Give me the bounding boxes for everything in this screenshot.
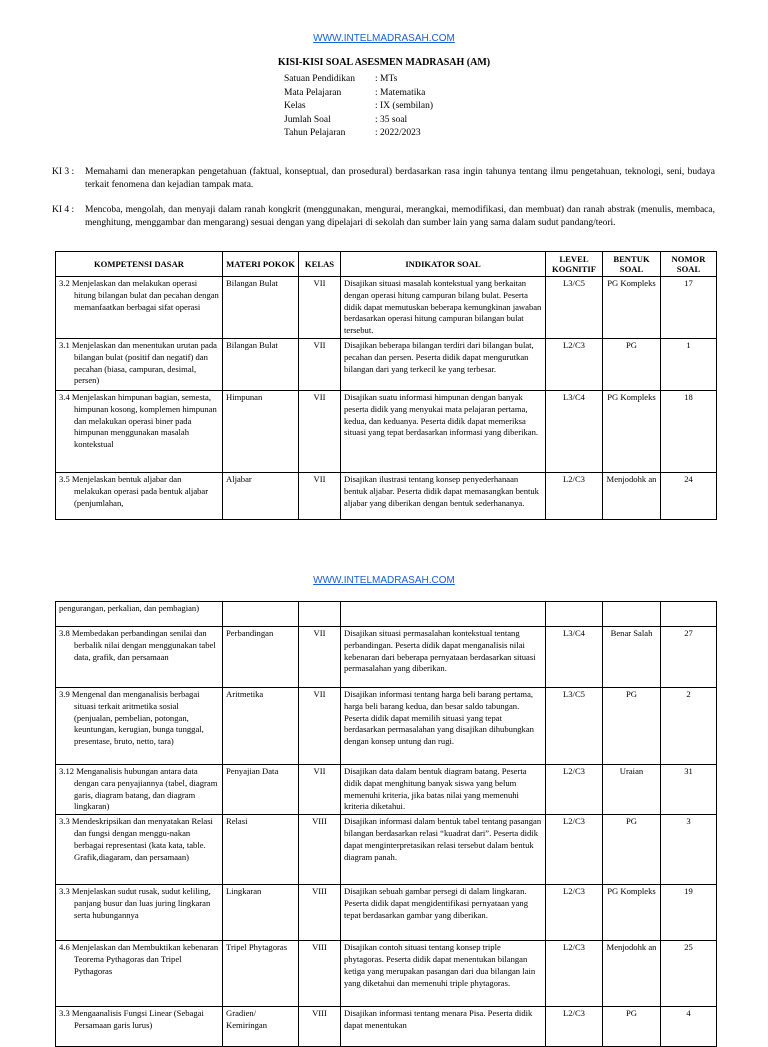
kelas-cell: VIII bbox=[299, 815, 341, 885]
materi-pokok-cell: Himpunan bbox=[223, 390, 299, 472]
materi-pokok-cell: Gradien/ Kemiringan bbox=[223, 1007, 299, 1047]
indikator-soal-cell: Disajikan informasi tentang menara Pisa. Peserta didik dapat menentukan bbox=[341, 1007, 546, 1047]
table-row bbox=[56, 885, 717, 941]
kelas-cell: VIII bbox=[299, 885, 341, 941]
level-kognitif-cell: L2/C3 bbox=[546, 472, 603, 519]
identity-label: Jumlah Soal bbox=[284, 114, 331, 125]
header-url-page-1[interactable]: WWW.INTELMADRASAH.COM bbox=[313, 33, 455, 44]
kelas-cell: VII bbox=[299, 390, 341, 472]
nomor-soal-cell: 3 bbox=[661, 815, 717, 885]
level-kognitif-cell: L2/C3 bbox=[546, 765, 603, 815]
nomor-soal-cell: 17 bbox=[661, 277, 717, 339]
table-row bbox=[56, 765, 717, 815]
ki4-paragraph bbox=[52, 204, 715, 230]
kelas-cell: VII bbox=[299, 472, 341, 519]
kelas-cell: VII bbox=[299, 688, 341, 765]
level-kognitif-cell: L2/C3 bbox=[546, 1007, 603, 1047]
identity-label: Satuan Pendidikan bbox=[284, 74, 355, 84]
kompetensi-dasar-cell: 4.6 Menjelaskan dan Membuktikan kebenaran Teorema Pythagoras dan Tripel Pythagoras bbox=[56, 941, 223, 1007]
materi-pokok-cell: Penyajian Data bbox=[223, 765, 299, 815]
bentuk-soal-cell: PG bbox=[603, 688, 661, 765]
identity-value: : MTs bbox=[375, 74, 398, 84]
kelas-cell: VII bbox=[299, 277, 341, 339]
column-header: MATERI POKOK bbox=[223, 252, 299, 277]
materi-pokok-cell: Tripel Phytagoras bbox=[223, 941, 299, 1007]
kompetensi-dasar-cell: 3.1 Menjelaskan dan menentukan urutan pada bilangan bulat (positif dan negatif) dan pecahan (biasa, campuran, desimal, persen) bbox=[56, 338, 223, 390]
level-kognitif-cell: L3/C5 bbox=[546, 277, 603, 339]
kelas-cell bbox=[299, 602, 341, 627]
document-title: KISI-KISI SOAL ASESMEN MADRASAH (AM) bbox=[277, 57, 491, 68]
bentuk-soal-cell: Menjodohk an bbox=[603, 472, 661, 519]
ki4-text: Mencoba, mengolah, dan menyaji dalam ranah kongkrit (menggunakan, mengurai, merangkai, memodifikasi, dan membuat) dan ranah abstrak (menulis, membaca, menghitung, menggambar dan mengarang) sesuai dengan yang dipelajari di sekolah dan sumber lain yang sama dalam sudut pandang/teori. bbox=[85, 205, 715, 229]
table-row bbox=[56, 390, 717, 472]
level-kognitif-cell bbox=[546, 602, 603, 627]
nomor-soal-cell: 4 bbox=[661, 1007, 717, 1047]
indikator-soal-cell: Disajikan ilustrasi tentang konsep penyederhanaan bentuk aljabar. Peserta didik dapat memasangkan bentuk aljabar yang diberikan dengan bentuk sederhananya. bbox=[341, 472, 546, 519]
identity-value: : IX (sembilan) bbox=[375, 101, 434, 112]
materi-pokok-cell: Bilangan Bulat bbox=[223, 277, 299, 339]
ki4-code: KI 4 : bbox=[52, 205, 75, 215]
kompetensi-dasar-cell: 3.5 Menjelaskan bentuk aljabar dan melakukan operasi pada bentuk aljabar (penjumlahan, bbox=[56, 472, 223, 519]
materi-pokok-cell: Aljabar bbox=[223, 472, 299, 519]
kisi-table-page-1 bbox=[55, 251, 717, 520]
kompetensi-dasar-cell: 3.3 Menjelaskan sudut rusak, sudut keliling, panjang busur dan luas juring lingkaran serta hubungannya bbox=[56, 885, 223, 941]
bentuk-soal-cell: Uraian bbox=[603, 765, 661, 815]
table-row bbox=[56, 815, 717, 885]
bentuk-soal-cell: PG bbox=[603, 815, 661, 885]
table-row bbox=[56, 277, 717, 339]
column-header: KELAS bbox=[299, 252, 341, 277]
indikator-soal-cell: Disajikan situasi masalah kontekstual yang berkaitan dengan operasi hitung campuran bilang bulat. Peserta didik dapat memutuskan beberapa kemungkinan jawaban berdasarkan operasi hitung campuran bilangan bulat tersebut. bbox=[341, 277, 546, 339]
level-kognitif-cell: L2/C3 bbox=[546, 941, 603, 1007]
kompetensi-dasar-cell: 3.3 Mendeskripsikan dan menyatakan Relasi dan fungsi dengan menggu-nakan berbagai representasi (kata kata, table. Grafik,diagaram, dan persamaan) bbox=[56, 815, 223, 885]
indikator-soal-cell: Disajikan data dalam bentuk diagram batang. Peserta didik dapat menghitung banyak siswa yang belum memenuhi kriteria, jika batas nilai yang memenuhi kriteria diketahui. bbox=[341, 765, 546, 815]
ki3-code: KI 3 : bbox=[52, 167, 75, 177]
identity-row bbox=[284, 73, 433, 87]
bentuk-soal-cell: PG bbox=[603, 338, 661, 390]
identity-label: Mata Pelajaran bbox=[284, 87, 342, 98]
table-row bbox=[56, 941, 717, 1007]
identity-value: : 2022/2023 bbox=[375, 128, 421, 139]
nomor-soal-cell bbox=[661, 602, 717, 627]
kompetensi-dasar-cell: 3.4 Menjelaskan himpunan bagian, semesta, himpunan kosong, komplemen himpunan dan melakukan operasi biner pada himpunan menggunakan masalah kontekstual bbox=[56, 390, 223, 472]
nomor-soal-cell: 1 bbox=[661, 338, 717, 390]
identity-label: Kelas bbox=[284, 101, 306, 112]
kompetensi-dasar-cell: pengurangan, perkalian, dan pembagian) bbox=[56, 602, 223, 627]
bentuk-soal-cell: Benar Salah bbox=[603, 627, 661, 688]
level-kognitif-cell: L2/C3 bbox=[546, 885, 603, 941]
level-kognitif-cell: L3/C4 bbox=[546, 627, 603, 688]
bentuk-soal-cell: Menjodohk an bbox=[603, 941, 661, 1007]
ki3-paragraph bbox=[52, 166, 715, 192]
identity-label: Tahun Pelajaran bbox=[284, 128, 346, 139]
column-header: INDIKATOR SOAL bbox=[341, 252, 546, 277]
nomor-soal-cell: 31 bbox=[661, 765, 717, 815]
bentuk-soal-cell bbox=[603, 602, 661, 627]
kelas-cell: VIII bbox=[299, 941, 341, 1007]
kompetensi-dasar-cell: 3.8 Membedakan perbandingan senilai dan berbalik nilai dengan menggunakan tabel data, grafik, dan persamaan bbox=[56, 627, 223, 688]
indikator-soal-cell bbox=[341, 602, 546, 627]
kompetensi-dasar-cell: 3.12 Menganalisis hubungan antara data dengan cara penyajiannya (tabel, diagram garis, diagram batang, dan diagram lingkaran) bbox=[56, 765, 223, 815]
materi-pokok-cell bbox=[223, 602, 299, 627]
nomor-soal-cell: 19 bbox=[661, 885, 717, 941]
identity-row bbox=[284, 127, 433, 141]
header-url-page-2[interactable]: WWW.INTELMADRASAH.COM bbox=[313, 575, 455, 586]
indikator-soal-cell: Disajikan contoh situasi tentang konsep triple phytagoras. Peserta didik dapat menentukan bilangan ketiga yang merupakan pasangan dari dua bilangan lain yang diketahui dan memenuhi triple phytagoras. bbox=[341, 941, 546, 1007]
kelas-cell: VIII bbox=[299, 1007, 341, 1047]
kompetensi-dasar-cell: 3.2 Menjelaskan dan melakukan operasi hitung bilangan bulat dan pecahan dengan memanfaatkan berbagai sifat operasi bbox=[56, 277, 223, 339]
identity-block bbox=[284, 73, 433, 141]
column-header: LEVEL KOGNITIF bbox=[546, 252, 603, 277]
ki3-text: Memahami dan menerapkan pengetahuan (faktual, konseptual, dan prosedural) berdasarkan rasa ingin tahunya tentang ilmu pengetahuan, teknologi, seni, budaya terkait fenomena dan kejadian tampak mata. bbox=[85, 167, 715, 191]
identity-row bbox=[284, 87, 433, 101]
level-kognitif-cell: L2/C3 bbox=[546, 815, 603, 885]
kompetensi-dasar-cell: 3.3 Mengaanalisis Fungsi Linear (Sebagai Persamaan garis lurus) bbox=[56, 1007, 223, 1047]
bentuk-soal-cell: PG Kompleks bbox=[603, 390, 661, 472]
kisi-table-page-2 bbox=[55, 601, 717, 1047]
bentuk-soal-cell: PG bbox=[603, 1007, 661, 1047]
column-header: KOMPETENSI DASAR bbox=[56, 252, 223, 277]
table-row bbox=[56, 1007, 717, 1047]
indikator-soal-cell: Disajikan situasi permasalahan kontekstual tentang perbandingan. Peserta didik dapat menganalisis nilai kebenaran dari beberapa pernyataan berdasarkan situasi permasalahan yang diberikan. bbox=[341, 627, 546, 688]
nomor-soal-cell: 27 bbox=[661, 627, 717, 688]
bentuk-soal-cell: PG Kompleks bbox=[603, 885, 661, 941]
nomor-soal-cell: 18 bbox=[661, 390, 717, 472]
identity-value: : 35 soal bbox=[375, 114, 408, 125]
kompetensi-dasar-cell: 3.9 Mengenal dan menganalisis berbagai situasi terkait aritmetika sosial (penjualan, pembelian, potongan, keuntungan, kerugian, bunga tunggal, presentase, bruto, netto, tara) bbox=[56, 688, 223, 765]
table-row bbox=[56, 688, 717, 765]
nomor-soal-cell: 2 bbox=[661, 688, 717, 765]
kelas-cell: VII bbox=[299, 338, 341, 390]
column-header: NOMOR SOAL bbox=[661, 252, 717, 277]
indikator-soal-cell: Disajikan informasi dalam bentuk tabel tentang pasangan bilangan berdasarkan relasi “kuadrat dari”. Peserta didik dapat menginterpretasikan relasi tersebut dalam bentuk diagram panah. bbox=[341, 815, 546, 885]
kelas-cell: VII bbox=[299, 627, 341, 688]
nomor-soal-cell: 25 bbox=[661, 941, 717, 1007]
level-kognitif-cell: L3/C4 bbox=[546, 390, 603, 472]
level-kognitif-cell: L3/C5 bbox=[546, 688, 603, 765]
nomor-soal-cell: 24 bbox=[661, 472, 717, 519]
table-row bbox=[56, 472, 717, 519]
materi-pokok-cell: Lingkaran bbox=[223, 885, 299, 941]
indikator-soal-cell: Disajikan beberapa bilangan terdiri dari bilangan bulat, pecahan dan persen. Peserta didik dapat mengurutkan bilangan dari yang terkecil ke yang terbesar. bbox=[341, 338, 546, 390]
identity-row bbox=[284, 114, 433, 128]
identity-row bbox=[284, 100, 433, 114]
table-row bbox=[56, 627, 717, 688]
indikator-soal-cell: Disajikan informasi tentang harga beli barang pertama, harga beli barang kedua, dan besar saldo tabungan. Peserta didik dapat memilih situasi yang tepat berdasarkan permasalahan yang disajikan dihubungkan dengan konsep untung dan rugi. bbox=[341, 688, 546, 765]
indikator-soal-cell: Disajikan suatu informasi himpunan dengan banyak peserta didik yang menyukai mata pelajaran pertama, kedua, dan keduanya. Peserta didik dapat memeriksa situasi yang tepat berdasarkan informasi yang diberikan. bbox=[341, 390, 546, 472]
materi-pokok-cell: Perbandingan bbox=[223, 627, 299, 688]
table-row bbox=[56, 602, 717, 627]
materi-pokok-cell: Bilangan Bulat bbox=[223, 338, 299, 390]
materi-pokok-cell: Relasi bbox=[223, 815, 299, 885]
identity-value: : Matematika bbox=[375, 87, 426, 98]
kelas-cell: VII bbox=[299, 765, 341, 815]
column-header: BENTUK SOAL bbox=[603, 252, 661, 277]
indikator-soal-cell: Disajikan sebuah gambar persegi di dalam lingkaran. Peserta didik dapat mengidentifikasi pernyataan yang tepat berdasarkan gambar yang diberikan. bbox=[341, 885, 546, 941]
materi-pokok-cell: Aritmetika bbox=[223, 688, 299, 765]
level-kognitif-cell: L2/C3 bbox=[546, 338, 603, 390]
table-row bbox=[56, 338, 717, 390]
bentuk-soal-cell: PG Kompleks bbox=[603, 277, 661, 339]
